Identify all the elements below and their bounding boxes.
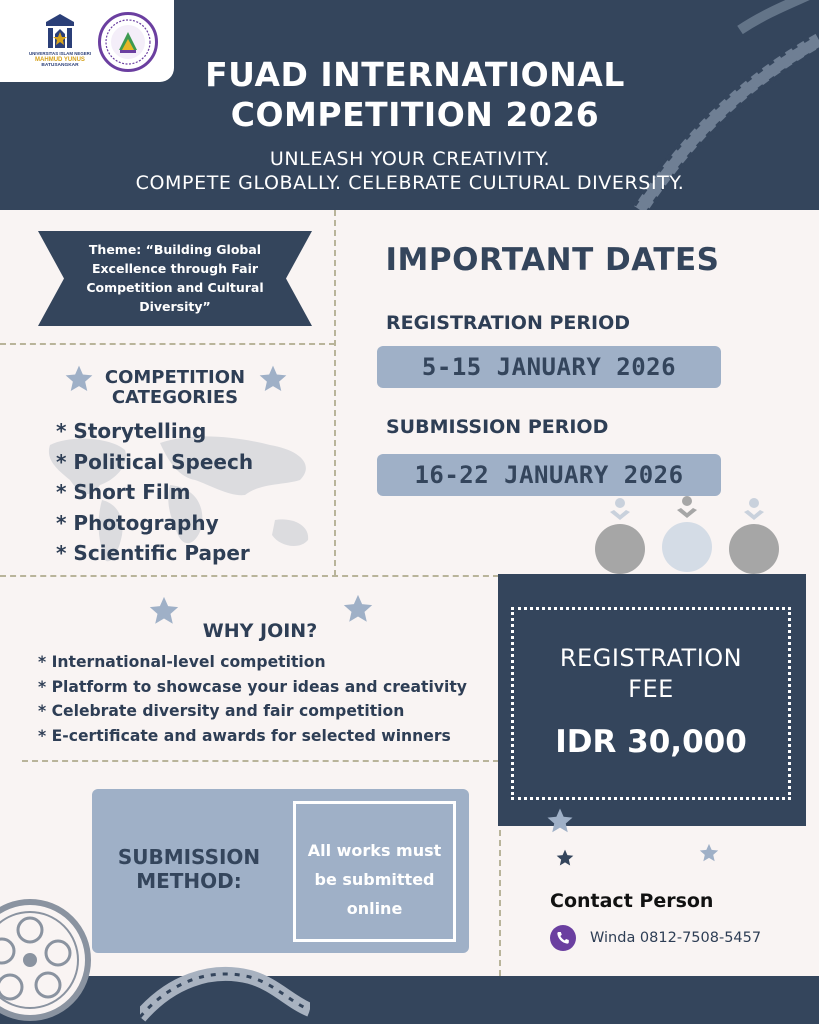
uin-logo-line3: BATUSANGKAR xyxy=(41,62,79,68)
contact-title: Contact Person xyxy=(550,890,714,912)
uin-emblem-icon xyxy=(43,12,77,52)
submission-text-line-3: online xyxy=(346,899,403,918)
category-item: * Political Speech xyxy=(56,449,254,474)
title-line-2: COMPETITION 2026 xyxy=(230,95,600,134)
categories-title-line-2: CATEGORIES xyxy=(111,387,239,408)
fee-label-line-2: FEE xyxy=(628,675,674,703)
person-icon xyxy=(662,496,712,572)
category-item: * Photography xyxy=(56,510,219,535)
important-dates-title: IMPORTANT DATES xyxy=(385,242,720,278)
submission-method-label xyxy=(104,845,274,893)
why-join-list xyxy=(38,650,467,748)
submission-text-line-1: All works must xyxy=(307,841,442,860)
categories-list xyxy=(56,416,253,569)
star-icon xyxy=(555,848,575,868)
category-item: * Short Film xyxy=(56,480,191,504)
page-title xyxy=(150,55,680,135)
star-icon xyxy=(545,806,575,836)
divider-horizontal-middle xyxy=(0,575,499,577)
person-icon xyxy=(595,498,645,574)
category-item: * Scientific Paper xyxy=(56,541,250,565)
footer-bar xyxy=(0,976,819,1024)
divider-horizontal-theme xyxy=(0,343,335,345)
people-icons xyxy=(590,492,785,576)
divider-vertical-upper xyxy=(334,210,336,576)
submission-method-line-2: METHOD: xyxy=(136,869,242,893)
filmstrip-bottom-decoration xyxy=(140,962,310,1024)
submission-method-text xyxy=(296,836,453,923)
phone-icon[interactable] xyxy=(550,925,576,951)
submission-text-line-2: be submitted xyxy=(314,870,435,889)
person-icon xyxy=(729,498,779,574)
registration-fee-label xyxy=(511,643,791,705)
registration-fee-amount: IDR 30,000 xyxy=(555,724,747,760)
why-join-title: WHY JOIN? xyxy=(202,620,318,642)
uin-logo xyxy=(28,12,92,76)
tagline-line-1: UNLEASH YOUR CREATIVITY. xyxy=(269,148,551,170)
tagline xyxy=(40,147,780,195)
star-icon xyxy=(698,842,720,864)
registration-period-value: 5-15 JANUARY 2026 xyxy=(377,346,721,388)
divider-horizontal-lower xyxy=(22,760,499,762)
fuad-seal-icon xyxy=(98,12,158,72)
why-join-item: * International-level competition xyxy=(38,653,326,671)
submission-period-label: SUBMISSION PERIOD xyxy=(386,416,609,438)
theme-text: Theme: “Building Global Excellence through Fair Competition and Cultural Diversity” xyxy=(86,242,264,314)
why-join-item: * Platform to showcase your ideas and creativity xyxy=(38,677,467,696)
fee-label-line-1: REGISTRATION xyxy=(559,644,743,672)
film-reel-icon xyxy=(0,885,110,1024)
uin-logo-line1: UNIVERSITAS ISLAM NEGERI xyxy=(28,51,92,56)
categories-title-line-1: COMPETITION xyxy=(104,367,246,388)
registration-period-label: REGISTRATION PERIOD xyxy=(386,312,631,334)
uin-logo-line2: MAHMUD YUNUS xyxy=(35,56,85,63)
tagline-line-2: COMPETE GLOBALLY. CELEBRATE CULTURAL DIVERSITY. xyxy=(135,172,685,194)
title-line-1: FUAD INTERNATIONAL xyxy=(205,55,625,94)
submission-period-value: 16-22 JANUARY 2026 xyxy=(377,454,721,496)
submission-method-line-1: SUBMISSION xyxy=(117,845,261,869)
why-join-item: * E-certificate and awards for selected winners xyxy=(38,726,451,745)
contact-name-phone[interactable]: Winda 0812-7508-5457 xyxy=(590,930,762,946)
categories-title xyxy=(90,368,260,408)
category-item: * Storytelling xyxy=(56,419,207,443)
why-join-item: * Celebrate diversity and fair competition xyxy=(38,702,405,720)
star-icon xyxy=(257,363,289,395)
